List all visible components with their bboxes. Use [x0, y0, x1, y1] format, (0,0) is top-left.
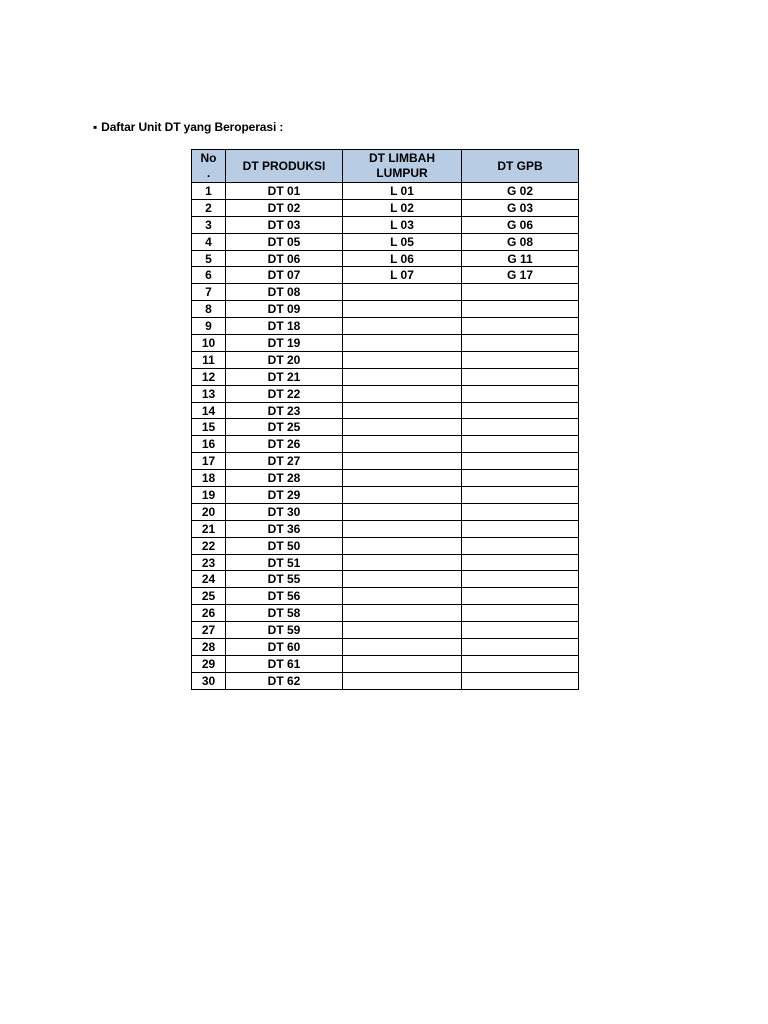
table-row	[192, 335, 579, 352]
cell-dt-limbah-lumpur	[343, 672, 462, 689]
cell-no: 18	[192, 470, 226, 487]
cell-dt-limbah-lumpur	[343, 503, 462, 520]
table-row	[192, 233, 579, 250]
cell-no: 3	[192, 216, 226, 233]
cell-dt-produksi: DT 26	[226, 436, 343, 453]
cell-dt-gpb	[462, 436, 579, 453]
cell-no: 19	[192, 487, 226, 504]
table-row	[192, 470, 579, 487]
table-row	[192, 216, 579, 233]
table-row	[192, 419, 579, 436]
cell-dt-gpb	[462, 351, 579, 368]
cell-dt-limbah-lumpur	[343, 487, 462, 504]
table-row	[192, 537, 579, 554]
cell-no: 17	[192, 453, 226, 470]
cell-no: 26	[192, 605, 226, 622]
cell-dt-limbah-lumpur: L 01	[343, 183, 462, 200]
table-row	[192, 605, 579, 622]
cell-no: 7	[192, 284, 226, 301]
cell-dt-limbah-lumpur	[343, 588, 462, 605]
cell-dt-limbah-lumpur: L 07	[343, 267, 462, 284]
cell-dt-gpb	[462, 639, 579, 656]
cell-dt-gpb	[462, 402, 579, 419]
cell-no: 30	[192, 672, 226, 689]
cell-dt-produksi: DT 61	[226, 655, 343, 672]
cell-dt-produksi: DT 23	[226, 402, 343, 419]
cell-dt-produksi: DT 02	[226, 199, 343, 216]
cell-no: 28	[192, 639, 226, 656]
cell-dt-limbah-lumpur: L 06	[343, 250, 462, 267]
cell-dt-produksi: DT 60	[226, 639, 343, 656]
cell-dt-limbah-lumpur	[343, 436, 462, 453]
cell-dt-produksi: DT 06	[226, 250, 343, 267]
cell-dt-gpb: G 08	[462, 233, 579, 250]
table-row	[192, 672, 579, 689]
cell-no: 5	[192, 250, 226, 267]
table-row	[192, 554, 579, 571]
cell-dt-produksi: DT 58	[226, 605, 343, 622]
cell-no: 8	[192, 301, 226, 318]
header-dt-gpb: DT GPB	[462, 150, 579, 183]
table-row	[192, 351, 579, 368]
cell-dt-gpb	[462, 470, 579, 487]
cell-dt-produksi: DT 21	[226, 368, 343, 385]
cell-dt-produksi: DT 27	[226, 453, 343, 470]
table-header-row	[192, 150, 579, 183]
cell-no: 23	[192, 554, 226, 571]
cell-no: 2	[192, 199, 226, 216]
cell-no: 14	[192, 402, 226, 419]
cell-dt-gpb	[462, 368, 579, 385]
cell-dt-limbah-lumpur	[343, 655, 462, 672]
cell-dt-limbah-lumpur	[343, 335, 462, 352]
cell-dt-limbah-lumpur	[343, 622, 462, 639]
cell-dt-gpb: G 17	[462, 267, 579, 284]
cell-dt-gpb: G 06	[462, 216, 579, 233]
header-no: No .	[192, 150, 226, 183]
cell-dt-produksi: DT 51	[226, 554, 343, 571]
cell-dt-gpb: G 03	[462, 199, 579, 216]
table-row	[192, 453, 579, 470]
cell-dt-gpb	[462, 655, 579, 672]
cell-dt-limbah-lumpur	[343, 301, 462, 318]
table-row	[192, 284, 579, 301]
cell-dt-produksi: DT 62	[226, 672, 343, 689]
unit-table	[191, 149, 579, 690]
cell-no: 16	[192, 436, 226, 453]
cell-dt-gpb	[462, 419, 579, 436]
cell-dt-limbah-lumpur	[343, 419, 462, 436]
cell-dt-gpb	[462, 588, 579, 605]
table-row	[192, 622, 579, 639]
cell-dt-limbah-lumpur: L 05	[343, 233, 462, 250]
table-row	[192, 436, 579, 453]
cell-dt-limbah-lumpur	[343, 402, 462, 419]
cell-no: 15	[192, 419, 226, 436]
cell-dt-produksi: DT 08	[226, 284, 343, 301]
cell-dt-gpb	[462, 622, 579, 639]
table-row	[192, 571, 579, 588]
cell-dt-produksi: DT 30	[226, 503, 343, 520]
cell-dt-limbah-lumpur	[343, 571, 462, 588]
cell-dt-gpb	[462, 571, 579, 588]
cell-dt-limbah-lumpur	[343, 470, 462, 487]
cell-dt-produksi: DT 05	[226, 233, 343, 250]
table-row	[192, 588, 579, 605]
header-dt-limbah-lumpur: DT LIMBAH LUMPUR	[343, 150, 462, 183]
table-row	[192, 639, 579, 656]
table-row	[192, 385, 579, 402]
cell-dt-gpb	[462, 520, 579, 537]
cell-dt-produksi: DT 20	[226, 351, 343, 368]
cell-dt-produksi: DT 56	[226, 588, 343, 605]
cell-dt-gpb	[462, 487, 579, 504]
cell-dt-limbah-lumpur: L 03	[343, 216, 462, 233]
cell-dt-limbah-lumpur: L 02	[343, 199, 462, 216]
table-body	[192, 183, 579, 690]
cell-no: 25	[192, 588, 226, 605]
cell-no: 13	[192, 385, 226, 402]
table-row	[192, 318, 579, 335]
table-row	[192, 250, 579, 267]
cell-dt-limbah-lumpur	[343, 368, 462, 385]
cell-no: 21	[192, 520, 226, 537]
cell-no: 9	[192, 318, 226, 335]
cell-dt-limbah-lumpur	[343, 453, 462, 470]
cell-no: 20	[192, 503, 226, 520]
cell-dt-gpb: G 11	[462, 250, 579, 267]
cell-dt-produksi: DT 29	[226, 487, 343, 504]
table-row	[192, 301, 579, 318]
cell-dt-limbah-lumpur	[343, 351, 462, 368]
cell-dt-produksi: DT 28	[226, 470, 343, 487]
bullet-icon: ▪	[93, 120, 98, 134]
cell-dt-gpb	[462, 537, 579, 554]
cell-no: 4	[192, 233, 226, 250]
cell-no: 27	[192, 622, 226, 639]
cell-no: 6	[192, 267, 226, 284]
cell-dt-produksi: DT 50	[226, 537, 343, 554]
cell-dt-produksi: DT 55	[226, 571, 343, 588]
cell-dt-gpb	[462, 605, 579, 622]
cell-dt-limbah-lumpur	[343, 520, 462, 537]
cell-dt-gpb	[462, 672, 579, 689]
cell-dt-limbah-lumpur	[343, 554, 462, 571]
cell-dt-limbah-lumpur	[343, 605, 462, 622]
cell-dt-gpb	[462, 284, 579, 301]
section-heading	[93, 120, 283, 134]
cell-no: 12	[192, 368, 226, 385]
cell-dt-gpb	[462, 385, 579, 402]
table-row	[192, 503, 579, 520]
table-row	[192, 520, 579, 537]
cell-dt-produksi: DT 18	[226, 318, 343, 335]
header-dt-produksi: DT PRODUKSI	[226, 150, 343, 183]
cell-dt-limbah-lumpur	[343, 385, 462, 402]
cell-dt-produksi: DT 59	[226, 622, 343, 639]
table-row	[192, 487, 579, 504]
cell-dt-produksi: DT 01	[226, 183, 343, 200]
table-row	[192, 655, 579, 672]
cell-dt-produksi: DT 09	[226, 301, 343, 318]
table-row	[192, 368, 579, 385]
cell-dt-produksi: DT 07	[226, 267, 343, 284]
cell-dt-gpb: G 02	[462, 183, 579, 200]
table-row	[192, 183, 579, 200]
cell-dt-produksi: DT 03	[226, 216, 343, 233]
cell-no: 24	[192, 571, 226, 588]
cell-dt-gpb	[462, 301, 579, 318]
cell-no: 1	[192, 183, 226, 200]
cell-dt-produksi: DT 19	[226, 335, 343, 352]
cell-dt-gpb	[462, 335, 579, 352]
cell-no: 11	[192, 351, 226, 368]
cell-dt-produksi: DT 36	[226, 520, 343, 537]
cell-dt-produksi: DT 22	[226, 385, 343, 402]
cell-dt-gpb	[462, 318, 579, 335]
cell-no: 29	[192, 655, 226, 672]
table-row	[192, 267, 579, 284]
cell-dt-limbah-lumpur	[343, 639, 462, 656]
heading-text: Daftar Unit DT yang Beroperasi :	[101, 120, 284, 134]
cell-no: 10	[192, 335, 226, 352]
cell-dt-gpb	[462, 503, 579, 520]
cell-dt-produksi: DT 25	[226, 419, 343, 436]
table-row	[192, 199, 579, 216]
cell-dt-limbah-lumpur	[343, 318, 462, 335]
cell-dt-limbah-lumpur	[343, 537, 462, 554]
cell-no: 22	[192, 537, 226, 554]
cell-dt-limbah-lumpur	[343, 284, 462, 301]
cell-dt-gpb	[462, 453, 579, 470]
cell-dt-gpb	[462, 554, 579, 571]
table-row	[192, 402, 579, 419]
